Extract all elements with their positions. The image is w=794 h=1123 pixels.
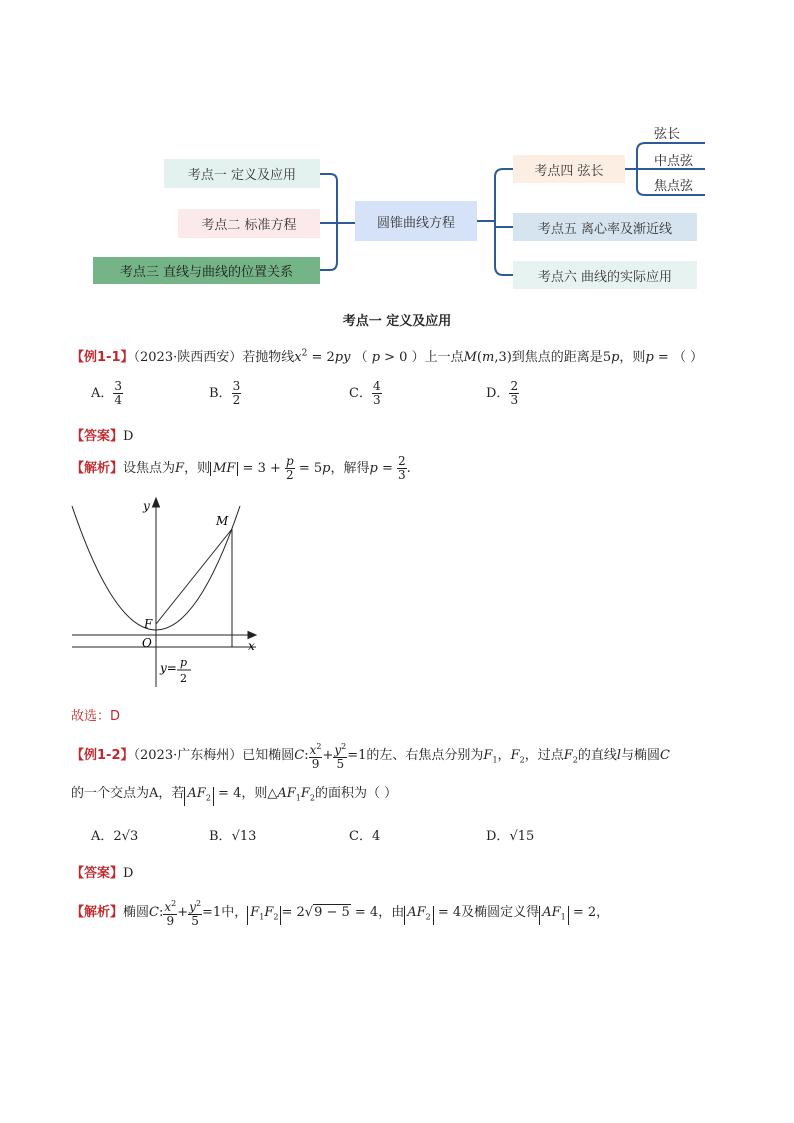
label-F: F bbox=[144, 617, 153, 631]
ex1-source: （2023·陕西西安） bbox=[133, 350, 243, 365]
ex1-option-b[interactable]: B． $\frac{3}{2}$ bbox=[209, 379, 241, 407]
ex1-analysis: 【解析】设焦点为F，则 MF = 3 + $\frac{p}{2}$ = 5p，解得p = $\frac{2}{3}$ . bbox=[71, 454, 411, 482]
ex2-option-b[interactable]: B．√13 bbox=[209, 829, 257, 844]
label-directrix-den: 2 bbox=[180, 672, 187, 685]
ex2-source: （2023·广东梅州） bbox=[133, 748, 243, 763]
section-title: 考点一 定义及应用 bbox=[342, 314, 452, 329]
ex2-question-line1: 【例1-2】（2023·广东梅州）已知椭圆C: $\frac{x^2}{9}$ + $\frac{y^2}{5}$ =1的左、右焦点分别为$F_1$，$F_2$，过点$F_2$的直线l与椭圆C bbox=[71, 742, 670, 771]
ex2-option-d[interactable]: D．√15 bbox=[486, 829, 535, 844]
ex2-answer: 【答案】D bbox=[71, 866, 134, 881]
label-y: y bbox=[143, 499, 150, 513]
mindmap-node-left-1: 考点一 定义及应用 bbox=[164, 159, 320, 188]
mindmap-leaf-chord: 弦长 bbox=[654, 127, 681, 142]
mindmap-node-right-2: 考点五 离心率及渐近线 bbox=[513, 213, 697, 241]
mindmap-leaf-focal-chord: 焦点弦 bbox=[654, 179, 694, 194]
mindmap-center-node: 圆锥曲线方程 bbox=[355, 201, 477, 241]
ex1-question: 【例1-1】（2023·陕西西安）若抛物线$x^2 = 2py$ （ p > 0 ）上一点M(m,3)到焦点的距离是5p，则p = （ ） bbox=[71, 348, 704, 365]
label-M: M bbox=[216, 514, 229, 528]
ex1-answer: 【答案】D bbox=[71, 429, 134, 444]
x-axis-arrow bbox=[248, 632, 256, 639]
ex1-option-a[interactable]: A． $\frac{3}{4}$ bbox=[91, 379, 123, 407]
ex1-option-c[interactable]: C． $\frac{4}{3}$ bbox=[349, 379, 381, 407]
label-x: x bbox=[248, 639, 255, 653]
label-directrix: y= bbox=[160, 661, 177, 675]
ex1-conclusion: 故选：D bbox=[71, 709, 121, 724]
mindmap-node-left-3: 考点三 直线与曲线的位置关系 bbox=[93, 257, 320, 284]
mindmap-node-left-2: 考点二 标准方程 bbox=[178, 209, 320, 238]
ex2-question-line2: 的一个交点为A，若 $AF_2 = 4$，则$\triangle AF_1F_2$的面积为（ ） bbox=[71, 782, 397, 806]
parabola-graph bbox=[70, 492, 270, 692]
mindmap-leaf-midpoint-chord: 中点弦 bbox=[654, 154, 694, 169]
y-axis-arrow bbox=[153, 498, 160, 507]
mindmap-node-right-1: 考点四 弦长 bbox=[513, 155, 625, 183]
ex1-option-d[interactable]: D． $\frac{2}{3}$ bbox=[486, 379, 519, 407]
ex2-option-a[interactable]: A．2√3 bbox=[91, 829, 139, 844]
ex2-option-c[interactable]: C．4 bbox=[349, 829, 381, 844]
segment-FM bbox=[156, 529, 232, 624]
label-directrix-num: p bbox=[180, 656, 188, 669]
ex2-analysis: 【解析】椭圆C: $\frac{x^2}{9}$ + $\frac{y^2}{5}$ =1中， $F_1F_2 = 2√9 - 5 = 4$，由 $AF_2 = 4$及椭圆定义得 $AF_1 = 2$， bbox=[71, 899, 610, 928]
ex2-tag: 【例1-2】 bbox=[71, 748, 134, 763]
mindmap-node-right-3: 考点六 曲线的实际应用 bbox=[513, 261, 697, 289]
label-O: O bbox=[142, 636, 152, 650]
ex1-tag: 【例1-1】 bbox=[71, 350, 134, 365]
